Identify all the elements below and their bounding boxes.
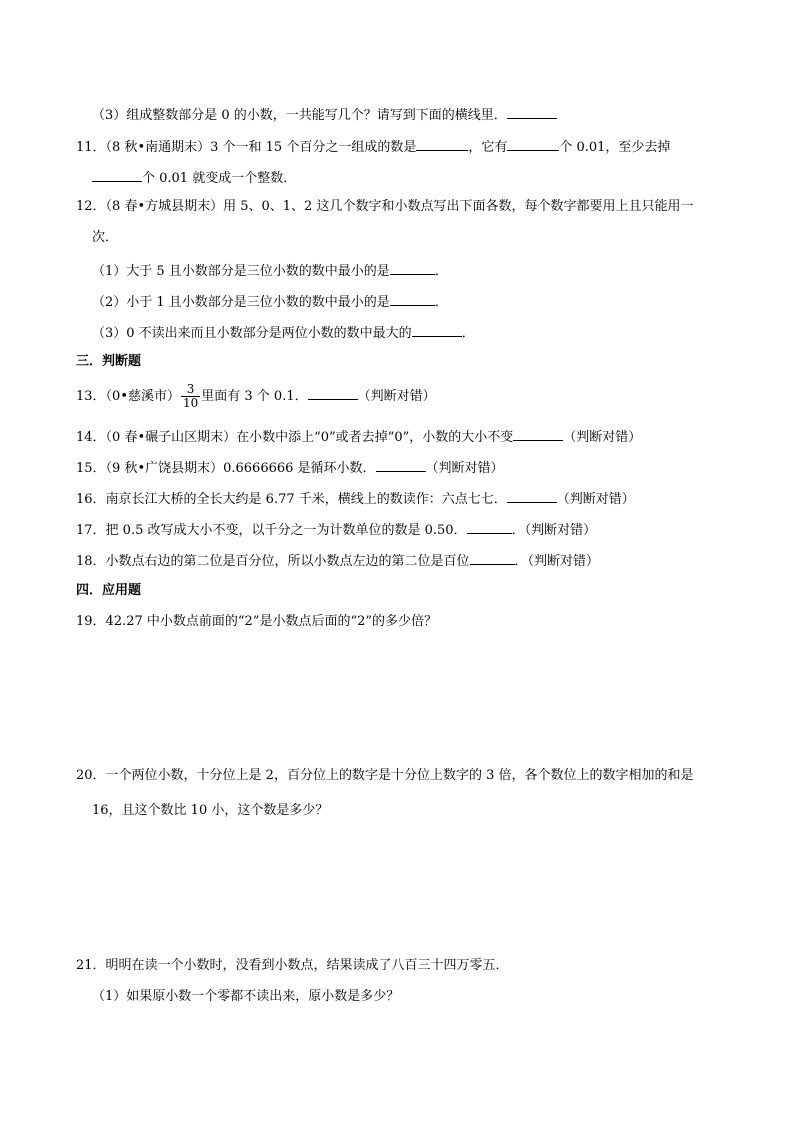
q10-part3: （3）组成整数部分是 0 的小数，一共能写几个？请写到下面的横线里． <box>92 104 557 125</box>
q14: 14．（0 春•碾子山区期末）在小数中添上“0”或者去掉“0”，小数的大小不变 （判断对错） <box>76 426 641 447</box>
q21-part1: （1）如果原小数一个零都不读出来，原小数是多少？ <box>92 989 400 1004</box>
answer-blank[interactable] <box>507 104 557 119</box>
section-3-heading: 三．判断题 <box>76 354 142 369</box>
q11-line2: 个 0.01 就变成一个整数． <box>92 167 296 188</box>
answer-blank[interactable] <box>412 322 462 337</box>
answer-blank[interactable] <box>92 167 142 182</box>
answer-blank[interactable] <box>470 550 515 565</box>
q21-line1: 21．明明在读一个小数时，没看到小数点，结果读成了八百三十四万零五． <box>76 958 509 973</box>
q18: 18．小数点右边的第二位是百分位，所以小数点左边的第二位是百位 ．（判断对错） <box>76 550 599 571</box>
answer-blank[interactable] <box>390 291 435 306</box>
q12-line1: 12．（8 春•方城县期末）用 5、0、1、2 这几个数字和小数点写出下面各数，每个数字都要用上且只能用一 <box>76 199 694 214</box>
q12-line2: 次． <box>92 230 119 245</box>
q19: 19．42.27 中小数点前面的“2”是小数点后面的“2”的多少倍？ <box>76 614 438 629</box>
answer-blank[interactable] <box>416 136 468 151</box>
q11-line1: 11．（8 秋•南通期末）3 个一和 15 个百分之一组成的数是 ，它有 个 0.01，至少去掉 <box>76 136 670 157</box>
q13: 13．（0•慈溪市） $\frac{3}{10}$ 里面有 3 个 0.1． （判断对错） <box>76 382 436 410</box>
q12-part3: （3）0 不读出来而且小数部分是两位小数的数中最大的 ． <box>92 322 475 343</box>
q12-part2: （2）小于 1 且小数部分是三位小数的数中最小的是 ． <box>92 291 448 312</box>
q20-line1: 20．一个两位小数，十分位上是 2，百分位上的数字是十分位上数字的 3 倍，各个数位上的数字相加的和是 <box>76 768 694 783</box>
q17: 17．把 0.5 改写成大小不变，以千分之一为计数单位的数是 0.50． ．（判断对错） <box>76 519 596 540</box>
answer-blank[interactable] <box>308 385 358 400</box>
section-4-heading: 四．应用题 <box>76 583 142 598</box>
q15: 15．（9 秋•广饶县期末）0.6666666 是循环小数． （判断对错） <box>76 457 504 478</box>
fraction: $\frac{3}{10}$ <box>182 382 199 410</box>
answer-blank[interactable] <box>513 426 563 441</box>
q20-line2: 16，且这个数比 10 小，这个数是多少？ <box>92 803 329 818</box>
answer-blank[interactable] <box>376 457 426 472</box>
answer-blank[interactable] <box>507 136 559 151</box>
answer-blank[interactable] <box>507 488 557 503</box>
q12-part1: （1）大于 5 且小数部分是三位小数的数中最小的是 ． <box>92 260 448 281</box>
q16: 16．南京长江大桥的全长大约是 6.77 千米，横线上的数读作：六点七七． （判断对错） <box>76 488 635 509</box>
answer-blank[interactable] <box>467 519 512 534</box>
answer-blank[interactable] <box>390 260 435 275</box>
